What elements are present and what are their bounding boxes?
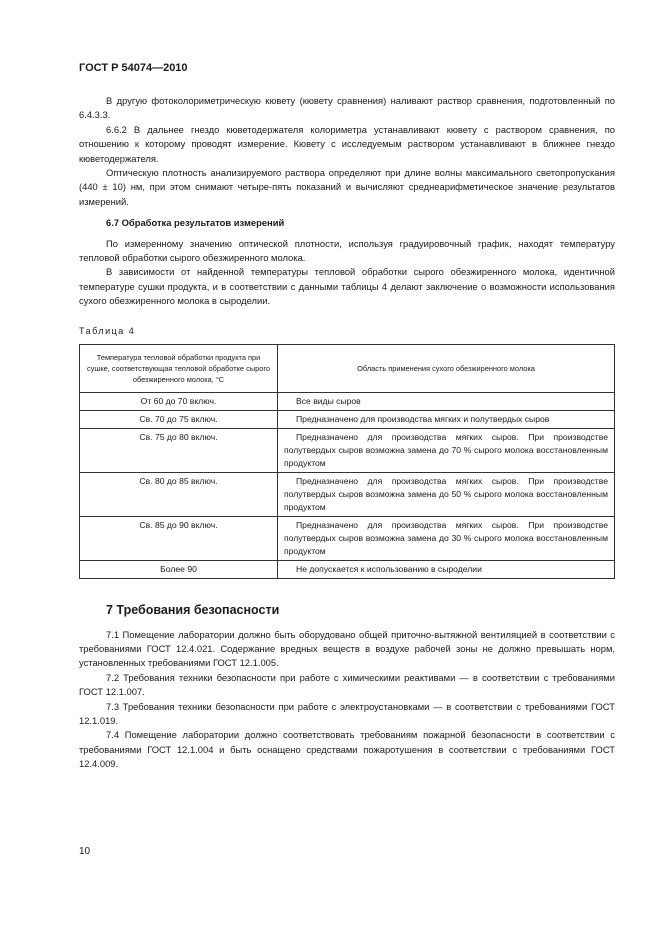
paragraph: В зависимости от найденной температуры тепловой обработки сырого обезжиренного молока, идентичной температуре сушки продукта, и в соответствии с данными таблицы 4 делают заключение о возможности использования сухого обезжиренного молока в сыроделии. — [79, 266, 615, 307]
cell-temperature: Св. 70 до 75 включ. — [80, 411, 278, 429]
section-title: 7 Требования безопасности — [106, 603, 280, 618]
cell-temperature: Св. 75 до 80 включ. — [80, 429, 278, 473]
paragraph: 6.6.2 В дальнее гнездо кюветодержателя колориметра устанавливают кювету с раствором сравнения, по отношению к которому проводят измерение. Кювету с исследуемым раствором устанавливают в ближнее гнездо кюветодержателя. — [79, 123, 615, 164]
table-row — [80, 561, 615, 579]
table-row — [80, 517, 615, 561]
page-number: 10 — [79, 846, 91, 857]
cell-application: Не допускается к использованию в сыроделии — [278, 561, 615, 579]
subsection-title: 6.7 Обработка результатов измерений — [106, 217, 285, 229]
table-row — [80, 429, 615, 473]
document-header: ГОСТ Р 54074—2010 — [79, 62, 188, 74]
cell-application: Предназначено для производства мягких и полутвердых сыров — [278, 411, 615, 429]
column-header-temperature: Температура тепловой обработки продукта при сушке, соответствующая тепловой обработке сырого обезжиренного молока, °С — [80, 345, 278, 393]
paragraph: 7.4 Помещение лаборатории должно соответствовать требованиям пожарной безопасности в соответствии с требованиями ГОСТ 12.1.004 и быть оснащено средствами пожаротушения в соответствии с требованиями ГОСТ 12.4.009. — [79, 729, 615, 770]
cell-application: Предназначено для производства мягких сыров. При производстве полутвердых сыров возможна замена до 30 % сырого молока восстановленным продуктом — [278, 517, 615, 561]
cell-temperature: Св. 80 до 85 включ. — [80, 473, 278, 517]
table-row — [80, 393, 615, 411]
data-table — [79, 344, 615, 579]
cell-application: Предназначено для производства мягких сыров. При производстве полутвердых сыров возможна замена до 50 % сырого молока восстановленным продуктом — [278, 473, 615, 517]
column-header-application: Область применения сухого обезжиренного молока — [278, 345, 615, 393]
table-header-row — [80, 345, 615, 393]
page-content — [79, 94, 615, 772]
paragraph: 7.3 Требования техники безопасности при работе с электроустановками — в соответствии с требованиями ГОСТ 12.1.019. — [79, 700, 615, 726]
paragraph: 7.2 Требования техники безопасности при работе с химическими реактивами — в соответствии с требованиями ГОСТ 12.1.007. — [79, 671, 615, 698]
paragraph: Оптическую плотность анализируемого раствора определяют при длине волны максимального светопропускания (440 ± 10) нм, при этом снимают четыре-пять показаний и вычисляют среднеарифметическое значение результатов измерений. — [79, 167, 615, 207]
cell-application: Предназначено для производства мягких сыров. При производстве полутвердых сыров возможна замена до 70 % сырого молока восстановленным продуктом — [278, 429, 615, 473]
paragraph: 7.1 Помещение лаборатории должно быть оборудовано общей приточно-вытяжной вентиляцией в соответствии с требованиями ГОСТ 12.4.021. Содержание вредных веществ в воздухе рабочей зоны не должно превышать норм, установленных требованиями ГОСТ 12.1.005. — [79, 628, 615, 669]
cell-application: Все виды сыров — [278, 393, 615, 411]
paragraph: По измеренному значению оптической плотности, используя градуировочный график, находят температуру тепловой обработки сырого обезжиренного молока. — [79, 237, 615, 264]
paragraph: В другую фотоколориметрическую кювету (кювету сравнения) наливают раствор сравнения, подготовленный по 6.4.3.3. — [79, 95, 615, 121]
table-row — [80, 473, 615, 517]
cell-temperature: Более 90 — [80, 561, 278, 579]
table-row — [80, 411, 615, 429]
cell-temperature: От 60 до 70 включ. — [80, 393, 278, 411]
table-caption: Таблица 4 — [79, 325, 136, 336]
cell-temperature: Св. 85 до 90 включ. — [80, 517, 278, 561]
